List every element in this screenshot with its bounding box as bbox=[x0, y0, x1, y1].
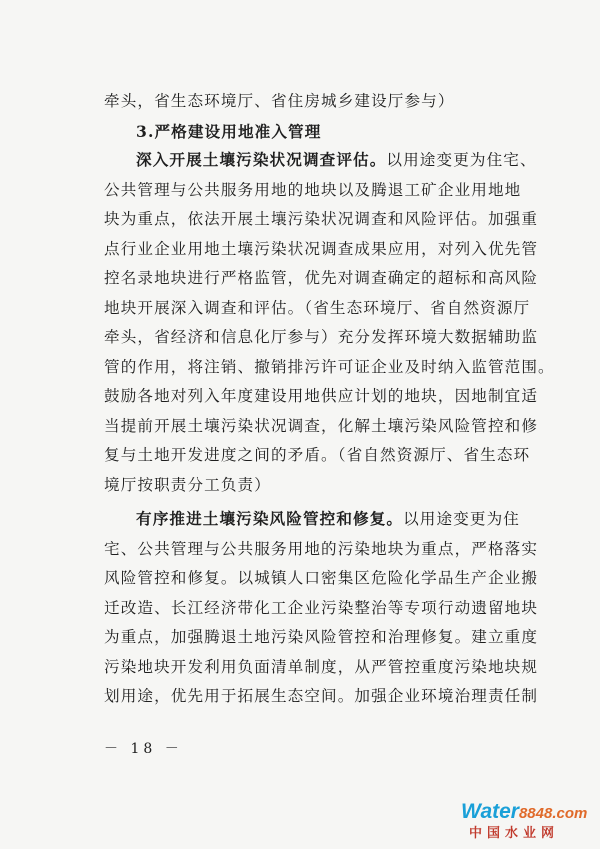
text-line: 公共管理与公共服务用地的地块以及腾退工矿企业用地地 bbox=[104, 181, 522, 199]
text-line: 复与土地开发进度之间的矛盾。（省自然资源厅、省生态环 bbox=[104, 446, 531, 464]
text-line: 管的作用，将注销、撤销排污许可证企业及时纳入监管范围。 bbox=[104, 358, 555, 376]
text-line: 宅、公共管理与公共服务用地的污染地块为重点，严格落实 bbox=[104, 540, 539, 558]
text-line: 污染地块开发利用负面清单制度，从严管控重度污染地块规 bbox=[104, 658, 539, 676]
paragraph-lead-title: 有序推进土壤污染风险管控和修复。 bbox=[136, 509, 404, 528]
paragraph-lead-title: 深入开展土壤污染状况调查评估。 bbox=[136, 150, 387, 169]
text-line: 划用途，优先用于拓展生态空间。加强企业环境治理责任制 bbox=[104, 687, 539, 705]
logo-number: 8848 bbox=[518, 805, 553, 822]
paragraph-lead-text: 以用途变更为住 bbox=[403, 510, 520, 528]
watermark-logo bbox=[461, 801, 591, 845]
section-heading: 3.严格建设用地准入管理 bbox=[136, 122, 322, 141]
paragraph-lead-line bbox=[136, 150, 537, 170]
text-line: 牵头，省生态环境厅、省住房城乡建设厅参与） bbox=[104, 92, 455, 110]
logo-word: Water bbox=[461, 800, 519, 823]
paragraph-lead-text: 以用途变更为住宅、 bbox=[386, 151, 537, 169]
text-line: 风险管控和修复。以城镇人口密集区危险化学品生产企业搬 bbox=[104, 569, 539, 587]
text-line: 控名录地块进行严格监管，优先对调查确定的超标和高风险 bbox=[104, 269, 539, 287]
text-line: 境厅按职责分工负责） bbox=[104, 476, 271, 494]
text-line: 牵头，省经济和信息化厅参与）充分发挥环境大数据辅助监 bbox=[104, 328, 539, 346]
text-line: 地块开展深入调查和评估。（省生态环境厅、省自然资源厅 bbox=[104, 299, 531, 317]
text-line: 鼓励各地对列入年度建设用地供应计划的地块，因地制宜适 bbox=[104, 387, 539, 405]
text-line: 点行业企业用地土壤污染状况调查成果应用，对列入优先管 bbox=[104, 240, 539, 258]
page-number: － 18 － bbox=[104, 741, 183, 757]
paragraph-lead-line bbox=[136, 509, 520, 529]
logo-suffix: .com bbox=[552, 805, 588, 822]
logo-brand bbox=[461, 801, 591, 825]
text-line: 为重点，加强腾退土地污染风险管控和治理修复。建立重度 bbox=[104, 628, 539, 646]
text-line: 迁改造、长江经济带化工企业污染整治等专项行动遗留地块 bbox=[104, 599, 539, 617]
text-line: 当提前开展土壤污染状况调查，化解土壤污染风险管控和修 bbox=[104, 417, 539, 435]
text-line: 块为重点，依法开展土壤污染状况调查和风险评估。加强重 bbox=[104, 210, 539, 228]
logo-cn-name: 中国水业网 bbox=[469, 826, 560, 841]
